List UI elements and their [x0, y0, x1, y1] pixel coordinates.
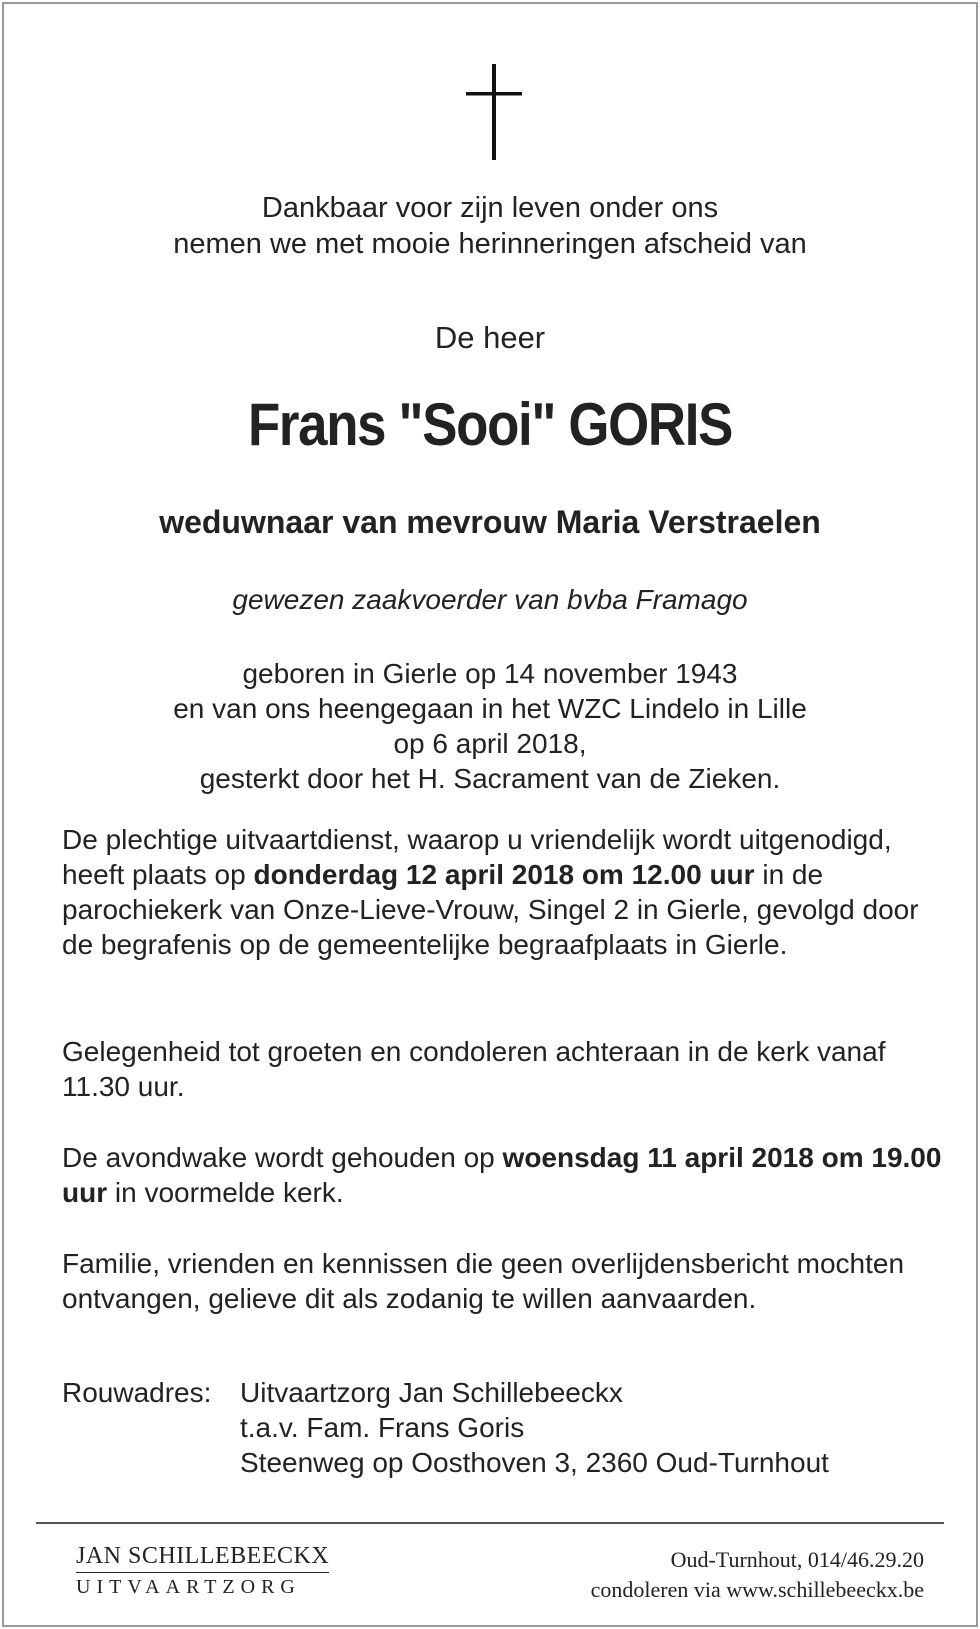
- contact-phone: Oud-Turnhout, 014/46.29.20: [670, 1547, 924, 1572]
- address-line-1: Uitvaartzorg Jan Schillebeeckx: [240, 1377, 623, 1408]
- funeral-home-logo: [76, 1542, 329, 1601]
- wake-date: woensdag 11 april 2018 om 19.00 uur: [62, 1142, 942, 1208]
- born-line-4: gesterkt door het H. Sacrament van de Zieken.: [199, 763, 781, 794]
- address-line-3: Steenweg op Oosthoven 3, 2360 Oud-Turnhout: [240, 1447, 829, 1478]
- service-paragraph: [62, 822, 942, 962]
- born-line-3: op 6 april 2018,: [393, 728, 587, 759]
- footer-divider: [36, 1522, 944, 1524]
- service-date: donderdag 12 april 2018 om 12.00 uur: [253, 859, 755, 890]
- birth-death-info: [4, 656, 976, 796]
- intro-text: [4, 190, 976, 262]
- wake-text-2: in voormelde kerk.: [107, 1177, 344, 1208]
- intro-line-1: Dankbaar voor zijn leven onder ons: [261, 192, 719, 224]
- honorific: De heer: [434, 320, 546, 355]
- logo-name: JAN SCHILLEBEECKX: [76, 1542, 329, 1573]
- death-notice: [2, 2, 978, 1627]
- intro-line-2: nemen we met mooie herinneringen afscheid van: [173, 228, 807, 260]
- wake-paragraph: [62, 1140, 942, 1210]
- contact-website: condoleren via www.schillebeeckx.be: [590, 1577, 924, 1602]
- address-line-2: t.a.v. Fam. Frans Goris: [240, 1412, 525, 1443]
- service-text-2: in de parochiekerk van Onze-Lieve-Vrouw, Singel 2 in Gierle, gevolgd door de begrafenis op de gemeentelijke begraafplaats in Gierle.: [62, 859, 919, 960]
- notice-paragraph: Familie, vrienden en kennissen die geen overlijdensbericht mochten ontvangen, gelieve dit als zodanig te willen aanvaarden.: [62, 1248, 905, 1314]
- mourning-address: [62, 1375, 942, 1480]
- widower-line: weduwnaar van mevrouw Maria Verstraelen: [159, 504, 821, 540]
- born-line-2: en van ons heengegaan in het WZC Lindelo in Lille: [173, 693, 807, 724]
- born-line-1: geboren in Gierle op 14 november 1943: [242, 658, 738, 689]
- deceased-name: Frans "Sooi" GORIS: [248, 391, 732, 458]
- cross-icon: [466, 64, 522, 160]
- wake-text-1: De avondwake wordt gehouden op: [62, 1142, 503, 1173]
- service-text-1: De plechtige uitvaartdienst, waarop u vriendelijk wordt uitgenodigd, heeft plaats op: [62, 824, 892, 890]
- footer-contact: [591, 1545, 924, 1605]
- logo-subtitle: UITVAARTZORG: [76, 1576, 301, 1598]
- address-label: Rouwadres:: [62, 1377, 212, 1408]
- condolence-paragraph: Gelegenheid tot groeten en condoleren achteraan in de kerk vanaf 11.30 uur.: [62, 1036, 886, 1102]
- occupation-line: gewezen zaakvoerder van bvba Framago: [232, 584, 748, 615]
